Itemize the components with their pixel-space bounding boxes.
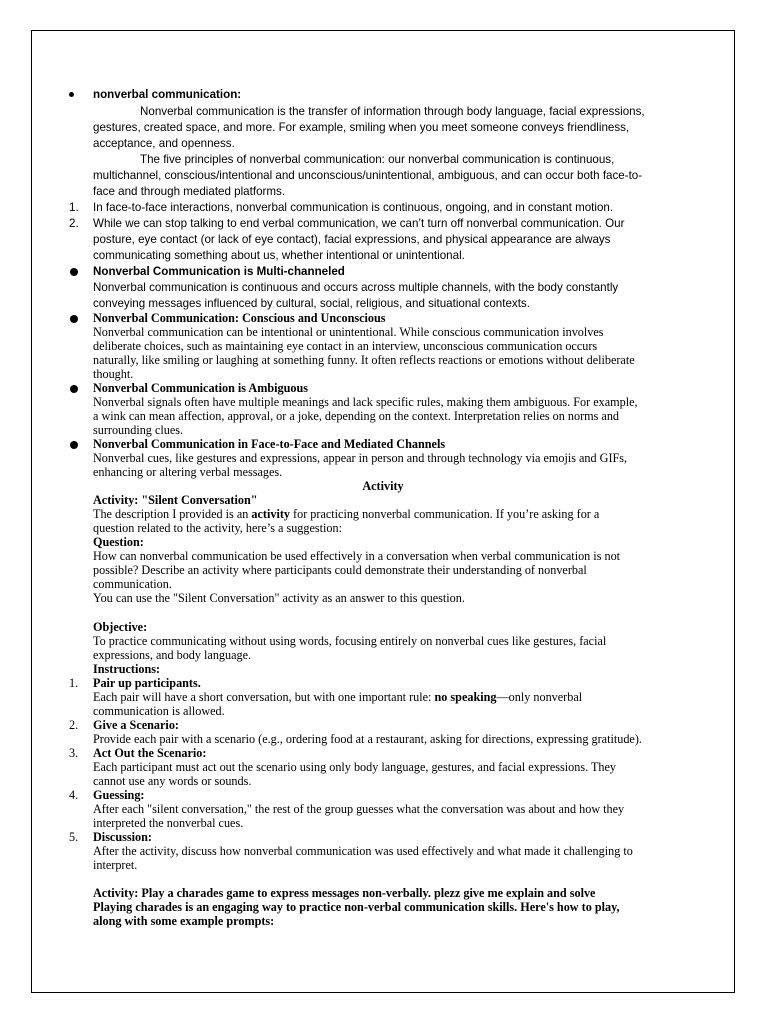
paragraph-line: gestures, created space, and more. For example, smiling when you meet someone conveys friendliness, [93,121,630,134]
paragraph-line: multichannel, conscious/intentional and unconscious/unintentional, ambiguous, and can occur both face-to- [93,169,643,182]
charades-text: Playing charades is an engaging way to practice non-verbal communication skills. Here's how to play, [93,900,620,914]
bullet-icon [70,385,78,393]
section-text: conveying messages influenced by cultural, social, religious, and situational contexts. [93,297,530,310]
bullet-icon [70,315,78,323]
list-item: posture, eye contact (or lack of eye contact), facial expressions, and physical appearance are always [93,233,611,246]
step-text: Each pair will have a short conversation, but with one important rule: no speaking—only nonverbal [93,690,583,704]
step-number: 5. [69,830,79,844]
activity-heading: Activity [362,479,404,493]
activity-desc: The description I provided is an activity for practicing nonverbal communication. If you’re asking for a [93,507,600,521]
list-item: In face-to-face interactions, nonverbal communication is continuous, ongoing, and in constant motion. [93,201,614,214]
objective-text: expressions, and body language. [93,648,252,662]
list-item: communicating something about us, whether intentional or unintentional. [93,249,465,262]
section-text: a wink can mean affection, approval, or a joke, depending on the context. Interpretation relies on norms and [93,409,620,423]
question-text: How can nonverbal communication be used effectively in a conversation when verbal communication is not [93,549,621,563]
step-title: Give a Scenario: [93,718,179,732]
step-text: Provide each pair with a scenario (e.g., ordering food at a restaurant, asking for directions, expressing gratitude). [93,732,642,746]
step-title: Act Out the Scenario: [93,746,207,760]
list-number: 1. [69,201,79,214]
paragraph-line: face and through mediated platforms. [93,185,286,198]
objective-text: To practice communicating without using words, focusing entirely on nonverbal cues like gestures, facial [93,634,607,648]
step-number: 3. [69,746,79,760]
step-number: 2. [69,718,79,732]
section-text: Nonverbal signals often have multiple meanings and lack specific rules, making them ambiguous. For example, [93,395,638,409]
section-text: naturally, like smiling or laughing at something funny. It often reflects reactions or emotions without deliberate [93,353,635,367]
step-text: After each "silent conversation," the rest of the group guesses what the conversation was about and how they [93,802,625,816]
list-number: 2. [69,217,79,230]
step-text: cannot use any words or sounds. [93,774,252,788]
bullet-icon [69,92,74,97]
objective-label: Objective: [93,620,148,634]
step-title: Guessing: [93,788,145,802]
section-text: Nonverbal communication can be intentional or unintentional. While conscious communication involves [93,325,604,339]
bullet-icon [70,441,78,449]
step-number: 4. [69,788,79,802]
bullet-icon [70,268,78,276]
section-text: surrounding clues. [93,423,184,437]
section-text: deliberate choices, such as maintaining eye contact in an interview, unconscious communication occurs [93,339,598,353]
step-text: interpret. [93,858,138,872]
section-text: thought. [93,367,134,381]
list-item: While we can stop talking to end verbal communication, we can’t turn off nonverbal communication. Our [93,217,625,230]
step-text: interpreted the nonverbal cues. [93,816,244,830]
charades-text: along with some example prompts: [93,914,275,928]
section-title: Nonverbal Communication: Conscious and Unconscious [93,311,386,325]
answer-note: You can use the "Silent Conversation" activity as an answer to this question. [93,591,465,605]
question-text: communication. [93,577,172,591]
step-text: communication is allowed. [93,704,225,718]
section-title: Nonverbal Communication is Multi-channeled [93,265,345,278]
step-text: Each participant must act out the scenario using only body language, gestures, and facial expressions. They [93,760,617,774]
intro-heading: nonverbal communication: [93,88,242,101]
charades-heading: Activity: Play a charades game to express messages non-verbally. plezz give me explain and solve [93,886,596,900]
step-title: Discussion: [93,830,152,844]
section-title: Nonverbal Communication is Ambiguous [93,381,309,395]
section-title: Nonverbal Communication in Face-to-Face and Mediated Channels [93,437,446,451]
instructions-label: Instructions: [93,662,161,676]
section-text: Nonverbal cues, like gestures and expressions, appear in person and through technology via emojis and GIFs, [93,451,628,465]
question-text: possible? Describe an activity where participants could demonstrate their understanding of nonverbal [93,563,587,577]
paragraph-line: Nonverbal communication is the transfer of information through body language, facial expressions, [140,105,645,118]
paragraph-line: The five principles of nonverbal communication: our nonverbal communication is continuous, [140,153,615,166]
section-text: enhancing or altering verbal messages. [93,465,283,479]
step-title: Pair up participants. [93,676,201,690]
paragraph-line: acceptance, and openness. [93,137,235,150]
step-number: 1. [69,676,79,690]
activity-name: Activity: "Silent Conversation" [93,493,258,507]
activity-desc: question related to the activity, here’s a suggestion: [93,521,342,535]
section-text: Nonverbal communication is continuous and occurs across multiple channels, with the body constantly [93,281,619,294]
question-label: Question: [93,535,144,549]
step-text: After the activity, discuss how nonverbal communication was used effectively and what made it challenging to [93,844,633,858]
